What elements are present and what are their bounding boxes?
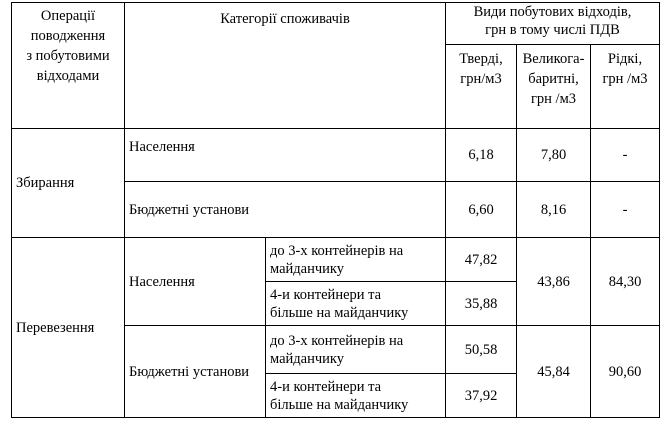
subcategory-cell: до 3-х контейнерів на майданчику (266, 238, 446, 282)
header-solid: Тверді, грн/м3 (446, 45, 517, 129)
solid-value: 47,82 (446, 238, 517, 282)
tariff-table (11, 2, 660, 418)
liquid-value: - (591, 129, 660, 182)
solid-value: 35,88 (446, 282, 517, 326)
header-waste-types: Види побутових відходів, грн в тому числі ПДВ (446, 3, 660, 45)
subcategory-cell: до 3-х контейнерів на майданчику (266, 326, 446, 374)
header-bulky: Великога- баритні, грн /м3 (517, 45, 591, 129)
operation-collection: Збирання (12, 129, 125, 238)
subcategory-cell: 4-и контейнери та більше на майданчику (266, 374, 446, 418)
header-operations: Операції поводження з побутовими відходами (12, 3, 125, 129)
subcategory-cell: 4-и контейнери та більше на майданчику (266, 282, 446, 326)
table-row (12, 238, 660, 282)
solid-value: 50,58 (446, 326, 517, 374)
header-liquid: Рідкі, грн /м3 (591, 45, 660, 129)
operation-transport: Перевезення (12, 238, 125, 418)
liquid-value: 90,60 (591, 326, 660, 418)
category-cell: Населення (125, 129, 446, 182)
liquid-value: - (591, 182, 660, 238)
liquid-value: 84,30 (591, 238, 660, 326)
bulky-value: 8,16 (517, 182, 591, 238)
category-cell: Бюджетні установи (125, 182, 446, 238)
header-row-1 (12, 3, 660, 45)
bulky-value: 43,86 (517, 238, 591, 326)
header-categories: Категорії споживачів (125, 3, 446, 129)
category-cell: Бюджетні установи (125, 326, 266, 418)
solid-value: 6,18 (446, 129, 517, 182)
bulky-value: 7,80 (517, 129, 591, 182)
solid-value: 37,92 (446, 374, 517, 418)
table-row (12, 129, 660, 182)
category-cell: Населення (125, 238, 266, 326)
solid-value: 6,60 (446, 182, 517, 238)
bulky-value: 45,84 (517, 326, 591, 418)
